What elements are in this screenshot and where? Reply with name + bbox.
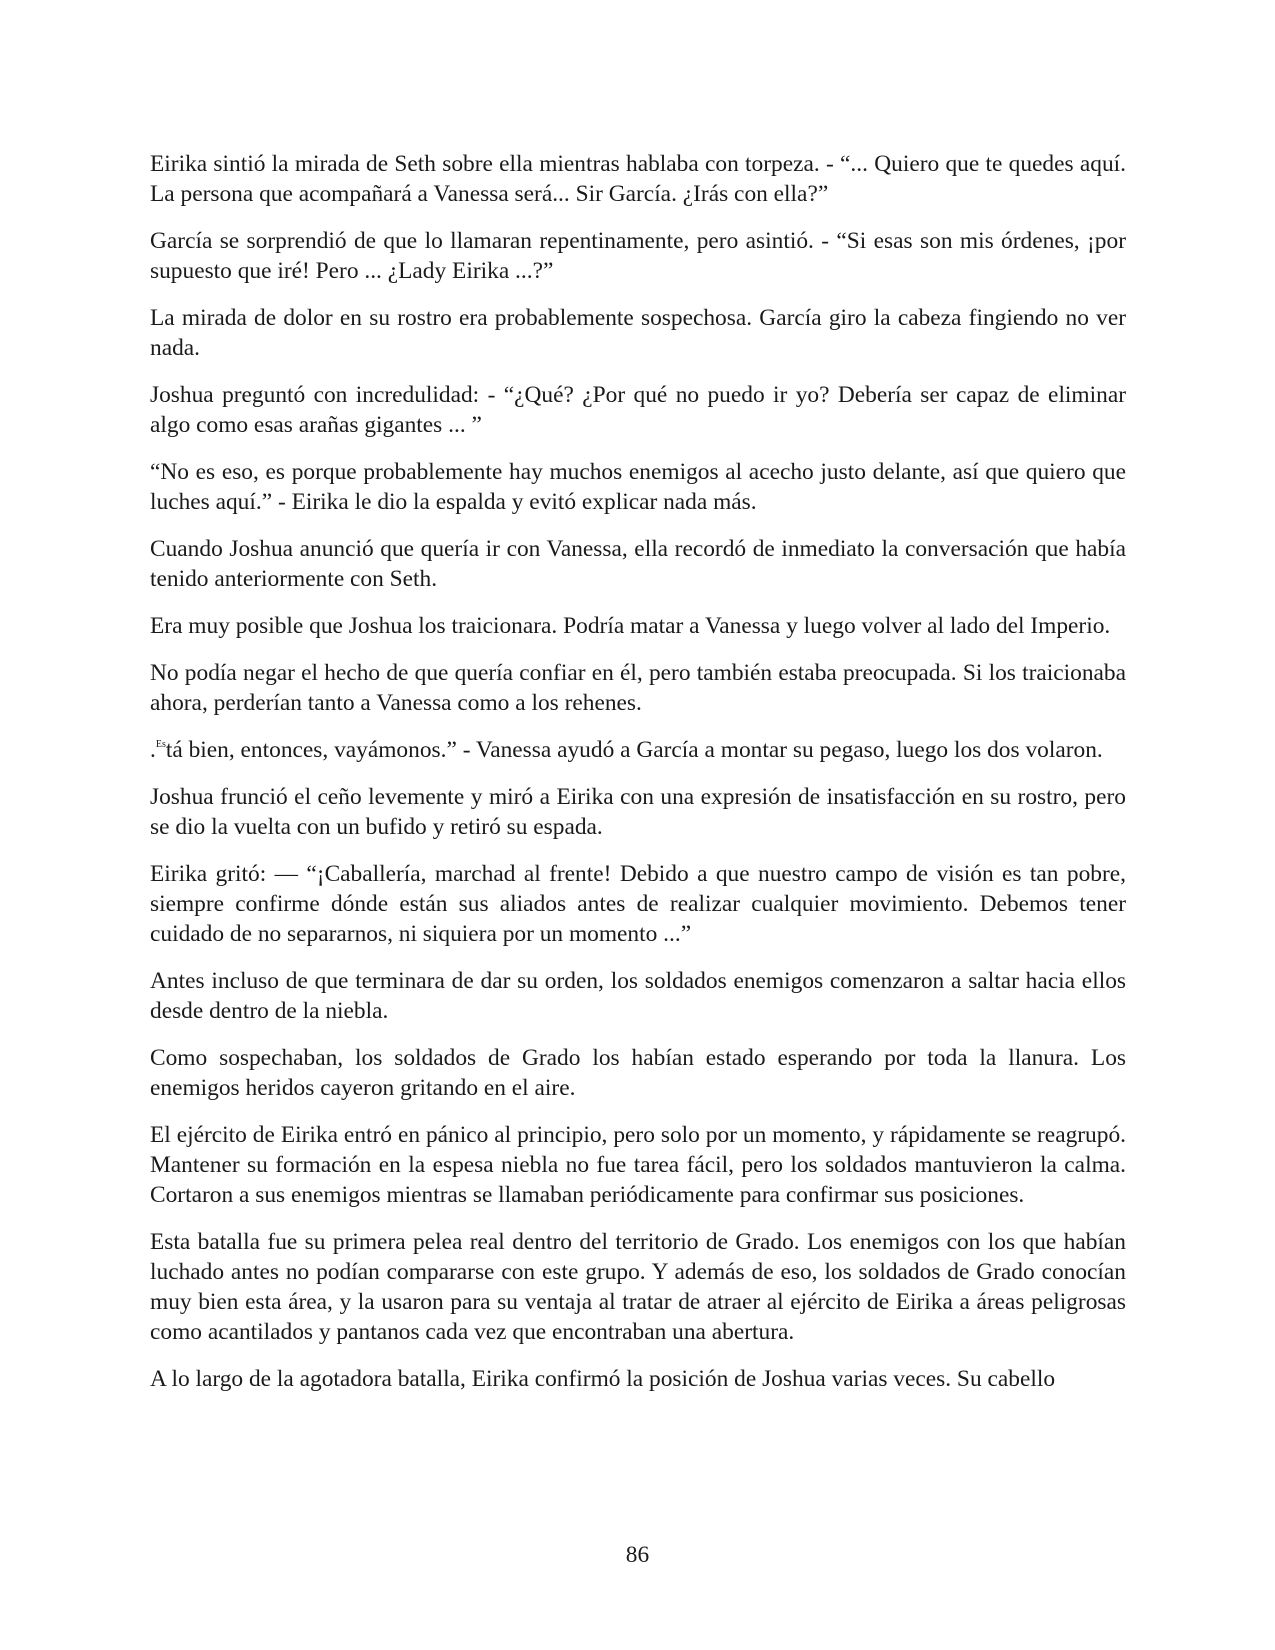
- paragraph-9-superscript: Es: [155, 739, 166, 750]
- paragraph-16: A lo largo de la agotadora batalla, Eirika confirmó la posición de Joshua varias veces. Su cabello: [150, 1366, 1056, 1392]
- paragraph-13: Como sospechaban, los soldados de Grado los habían estado esperando por toda la llanura. Los enemigos heridos cayeron gritando en el aire.: [150, 1045, 1126, 1101]
- paragraph-7: Era muy posible que Joshua los traicionara. Podría matar a Vanessa y luego volver al lado del Imperio.: [150, 613, 1111, 639]
- paragraph-6: Cuando Joshua anunció que quería ir con Vanessa, ella recordó de inmediato la conversación que había tenido anteriormente con Seth.: [150, 536, 1126, 592]
- paragraph-9-prefix: .: [150, 737, 156, 763]
- paragraph-9: [150, 735, 1126, 765]
- paragraph-5: “No es eso, es porque probablemente hay muchos enemigos al acecho justo delante, así que quiero que luches aquí.” - Eirika le dio la espalda y evitó explicar nada más.: [150, 459, 1126, 515]
- page-number: 86: [625, 1542, 650, 1568]
- paragraph-9-text: tá bien, entonces, vayámonos.” - Vanessa ayudó a García a montar su pegaso, luego los dos volaron.: [165, 737, 1103, 763]
- paragraph-3: La mirada de dolor en su rostro era probablemente sospechosa. García giro la cabeza fingiendo no ver nada.: [150, 305, 1126, 361]
- paragraph-12: Antes incluso de que terminara de dar su orden, los soldados enemigos comenzaron a saltar hacia ellos desde dentro de la niebla.: [150, 968, 1126, 1024]
- paragraph-11: Eirika gritó: — “¡Caballería, marchad al frente! Debido a que nuestro campo de visión es tan pobre, siempre confirme dónde están sus aliados antes de realizar cualquier movimiento. Debemos tener cuidado de no separarnos, ni siquiera por un momento ...”: [150, 861, 1126, 947]
- paragraph-14: El ejército de Eirika entró en pánico al principio, pero solo por un momento, y rápidamente se reagrupó. Mantener su formación en la espesa niebla no fue tarea fácil, pero los soldados mantuvieron la calma. Cortaron a sus enemigos mientras se llamaban periódicamente para confirmar sus posiciones.: [150, 1122, 1126, 1208]
- paragraph-4: Joshua preguntó con incredulidad: - “¿Qué? ¿Por qué no puedo ir yo? Debería ser capaz de eliminar algo como esas arañas gigantes ... ”: [150, 382, 1126, 438]
- paragraph-8: No podía negar el hecho de que quería confiar en él, pero también estaba preocupada. Si los traicionaba ahora, perderían tanto a Vanessa como a los rehenes.: [150, 660, 1126, 716]
- page-body: [150, 149, 1126, 1411]
- paragraph-15: Esta batalla fue su primera pelea real dentro del territorio de Grado. Los enemigos con los que habían luchado antes no podían compararse con este grupo. Y además de eso, los soldados de Grado conocían muy bien esta área, y la usaron para su ventaja al tratar de atraer al ejército de Eirika a áreas peligrosas como acantilados y pantanos cada vez que encontraban una abertura.: [150, 1229, 1126, 1345]
- paragraph-2: García se sorprendió de que lo llamaran repentinamente, pero asintió. - “Si esas son mis órdenes, ¡por supuesto que iré! Pero ... ¿Lady Eirika ...?”: [150, 228, 1126, 284]
- paragraph-10: Joshua frunció el ceño levemente y miró a Eirika con una expresión de insatisfacción en su rostro, pero se dio la vuelta con un bufido y retiró su espada.: [150, 784, 1126, 840]
- paragraph-1: Eirika sintió la mirada de Seth sobre ella mientras hablaba con torpeza. - “... Quiero que te quedes aquí. La persona que acompañará a Vanessa será... Sir García. ¿Irás con ella?”: [150, 151, 1126, 207]
